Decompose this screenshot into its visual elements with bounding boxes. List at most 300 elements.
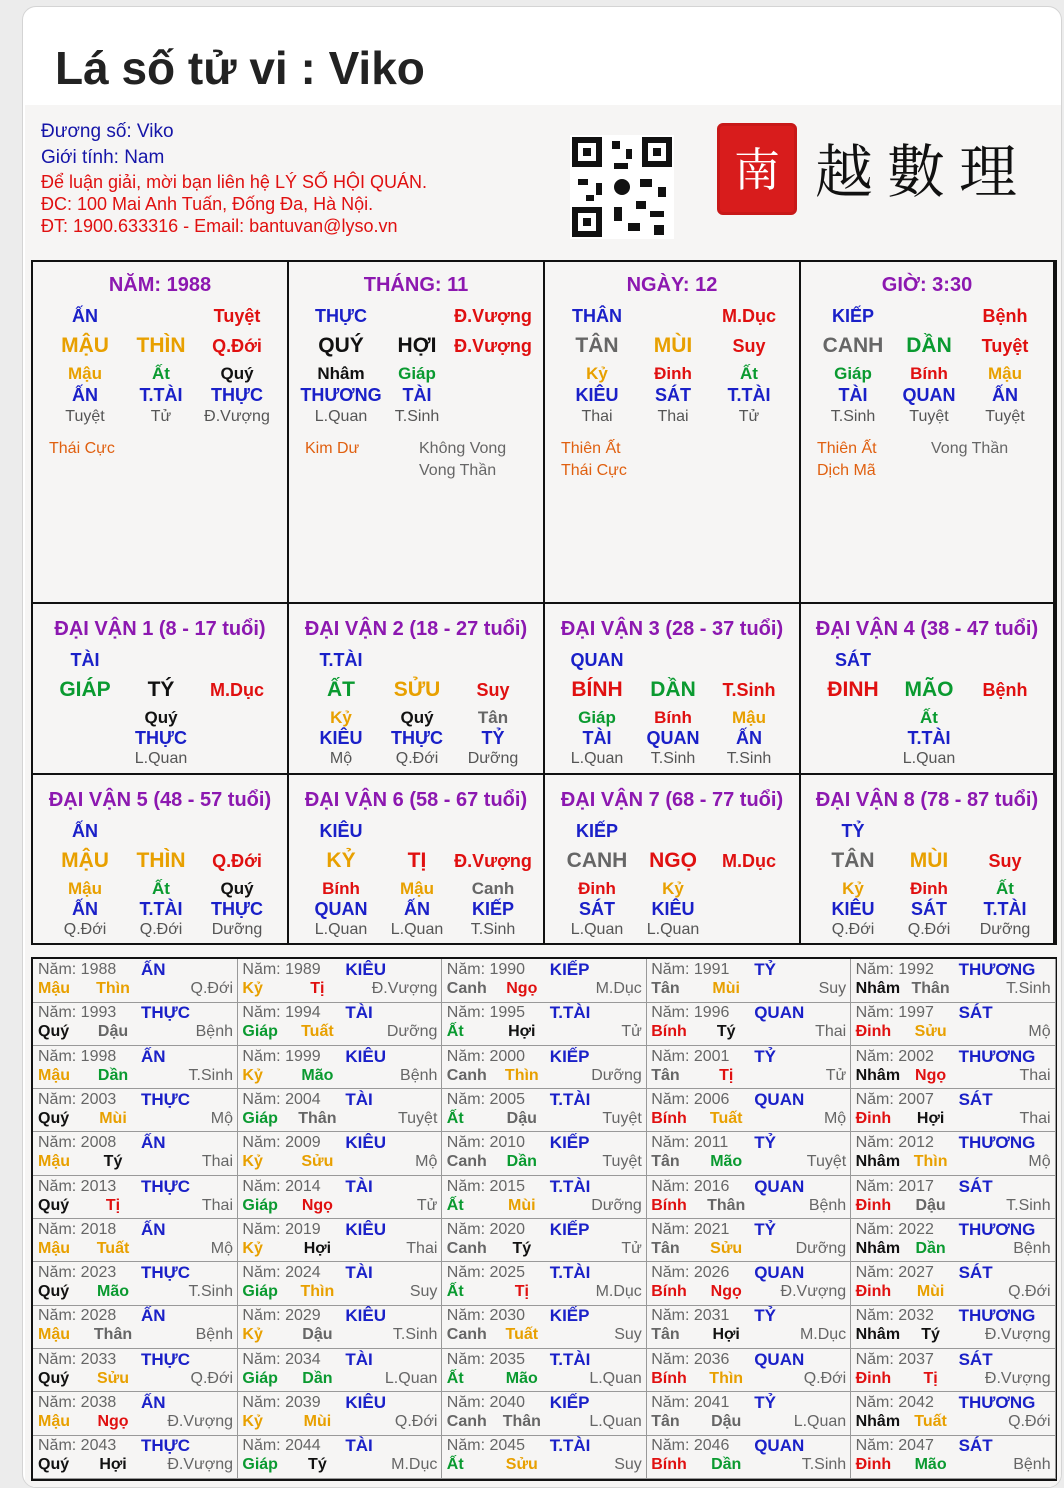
hidden-star: QUAN <box>902 385 956 405</box>
hidden-star: THƯƠNG <box>300 385 382 405</box>
life-stage: Q.Đới <box>831 921 875 938</box>
year-chi: Thìn <box>504 1066 539 1084</box>
year-star: SÁT <box>958 1263 993 1283</box>
daivan-star-top: QUAN <box>570 650 624 670</box>
year-chi: Tý <box>308 1456 327 1474</box>
year-chi: Hợi <box>99 1456 127 1474</box>
year-chi: Mùi <box>508 1196 536 1214</box>
year-stage: Bệnh <box>195 1326 233 1344</box>
year-stage: Đ.Vượng <box>167 1413 233 1430</box>
year-can: Giáp <box>242 1196 278 1214</box>
daivan-star-top: T.TÀI <box>319 650 363 670</box>
year-stage: Đ.Vượng <box>371 980 438 997</box>
year-label: Năm: 1990 <box>446 961 526 978</box>
life-stage: L.Quan <box>390 921 444 938</box>
star-misc: Vong Thần <box>931 440 1009 457</box>
year-stage: Tuyệt <box>806 1153 847 1171</box>
year-chi: Sửu <box>914 1023 947 1041</box>
year-label: Năm: 2026 <box>651 1264 730 1282</box>
year-can: Bính <box>651 1196 687 1214</box>
hidden-stem: Quý <box>220 364 254 383</box>
hidden-star: KIẾP <box>471 899 515 919</box>
year-label: Năm: 2010 <box>446 1134 526 1152</box>
year-cell <box>237 1262 442 1306</box>
hidden-star: THỰC <box>211 899 263 919</box>
year-can: Đinh <box>855 1369 892 1387</box>
daivan-can: MẬU <box>61 849 109 872</box>
hidden-stem: Ất <box>920 708 938 727</box>
daivan-can: KỶ <box>326 849 356 872</box>
year-star: TỶ <box>754 1046 776 1066</box>
life-stage: Tử <box>738 408 760 425</box>
daivan-cell <box>289 604 545 775</box>
year-star: SÁT <box>958 1003 993 1023</box>
daivan-right: T.Sinh <box>722 680 776 700</box>
life-stage: L.Quan <box>646 921 700 938</box>
pillar-star-top: KIẾP <box>831 306 875 326</box>
pillar-title: NĂM: 1988 <box>108 274 212 296</box>
daivan-star-top: TÀI <box>70 650 100 670</box>
year-can: Mậu <box>38 1239 70 1257</box>
year-label: Năm: 2021 <box>651 1220 730 1238</box>
year-can: Canh <box>446 1326 487 1344</box>
daivan-right: Suy <box>988 851 1022 871</box>
year-can: Tân <box>651 1413 680 1430</box>
pillar-top-right: Bệnh <box>982 306 1028 326</box>
year-label: Năm: 2016 <box>651 1177 730 1195</box>
year-label: Năm: 2037 <box>855 1350 934 1368</box>
year-can: Giáp <box>242 1283 278 1301</box>
year-stage: Mộ <box>823 1109 847 1127</box>
year-label: Năm: 1998 <box>38 1047 117 1065</box>
year-stage: Dưỡng <box>591 1066 642 1084</box>
year-can: Mậu <box>38 1326 70 1344</box>
year-chi: Hợi <box>916 1109 945 1127</box>
year-stage: Q.Đới <box>803 1369 847 1387</box>
year-chi: Ngọ <box>915 1066 947 1084</box>
year-label: Năm: 2009 <box>242 1134 321 1152</box>
year-cell <box>851 1176 1056 1220</box>
life-stage: T.Sinh <box>470 921 516 938</box>
year-star: ẤN <box>141 1393 166 1412</box>
hidden-stem: Nhâm <box>317 364 365 383</box>
year-cell <box>851 1305 1056 1349</box>
year-cell <box>442 1262 647 1306</box>
year-label: Năm: 2042 <box>855 1394 934 1411</box>
life-stage: Thai <box>657 408 689 425</box>
life-stage: Tuyệt <box>985 408 1025 425</box>
year-stage: Đ.Vượng <box>167 1456 233 1474</box>
pillar-chi: THÌN <box>136 334 186 357</box>
year-label: Năm: 2001 <box>651 1047 730 1065</box>
life-stage: L.Quan <box>902 750 956 767</box>
year-star: TỶ <box>754 960 776 979</box>
daivan-chi: MÙI <box>909 849 949 872</box>
year-cell <box>33 1176 238 1220</box>
hidden-star: KIÊU <box>575 385 619 405</box>
year-cell <box>442 1219 647 1263</box>
daivan-star-top: ẤN <box>72 821 98 841</box>
pillar-can: QUÝ <box>318 334 364 357</box>
hidden-star: TỶ <box>481 728 505 748</box>
year-chi: Hợi <box>712 1326 740 1344</box>
year-star: THỰC <box>141 1003 191 1023</box>
year-cell <box>646 1219 851 1263</box>
hidden-star: QUAN <box>314 899 368 919</box>
year-stage: Tử <box>825 1066 847 1084</box>
year-can: Bính <box>651 1109 687 1127</box>
year-chi: Mùi <box>712 980 740 997</box>
year-label: Năm: 1995 <box>446 1004 526 1022</box>
year-cell <box>442 1176 647 1220</box>
year-stage: L.Quan <box>589 1369 642 1387</box>
chart-image <box>25 105 1061 1488</box>
year-can: Bính <box>651 1283 687 1301</box>
daivan-title: ĐẠI VẬN 3 (28 - 37 tuổi) <box>560 618 784 640</box>
year-stage: T.Sinh <box>1006 1196 1051 1214</box>
year-label: Năm: 2028 <box>38 1307 117 1325</box>
year-chi: Tý <box>921 1326 940 1344</box>
year-stage: Suy <box>614 1326 642 1344</box>
year-chi: Dậu <box>302 1326 333 1344</box>
life-stage: Dưỡng <box>467 750 519 767</box>
year-cell <box>33 1435 238 1479</box>
year-chi: Tý <box>716 1023 736 1041</box>
hidden-star: TÀI <box>402 385 432 405</box>
year-stage: Đ.Vượng <box>984 1369 1051 1387</box>
year-chi: Thân <box>298 1109 337 1127</box>
year-label: Năm: 2044 <box>242 1437 321 1455</box>
daivan-cell <box>801 775 1055 945</box>
year-stage: Mộ <box>1028 1023 1051 1041</box>
year-cell <box>237 1349 442 1393</box>
year-label: Năm: 1992 <box>855 961 934 978</box>
year-star: THƯƠNG <box>958 1219 1036 1239</box>
year-stage: Bệnh <box>195 1023 233 1041</box>
year-label: Năm: 2034 <box>242 1350 321 1368</box>
year-cell <box>33 1046 238 1090</box>
year-chi: Tị <box>514 1283 529 1301</box>
year-star: QUAN <box>754 1176 805 1196</box>
hidden-star: ẤN <box>72 899 98 919</box>
year-star: QUAN <box>754 1436 805 1456</box>
year-chi: Mão <box>505 1369 538 1387</box>
year-cell <box>851 1089 1056 1133</box>
year-cell <box>237 1002 442 1046</box>
year-star: KIẾP <box>549 1393 590 1412</box>
year-can: Mậu <box>38 1413 70 1430</box>
daivan-cell <box>33 775 289 945</box>
pillar-cell <box>801 262 1055 604</box>
year-chi: Thân <box>93 1326 133 1344</box>
pillar-title: THÁNG: 11 <box>363 274 469 296</box>
year-stage: Bệnh <box>808 1196 847 1214</box>
year-can: Bính <box>651 1369 687 1387</box>
hidden-stem: Bính <box>910 364 948 383</box>
daivan-can: BÍNH <box>571 678 623 701</box>
daivan-title: ĐẠI VẬN 7 (68 - 77 tuổi) <box>560 789 784 811</box>
year-star: KIÊU <box>345 1393 387 1412</box>
life-stage: Đ.Vượng <box>204 408 270 425</box>
year-label: Năm: 1996 <box>651 1004 730 1022</box>
year-can: Ất <box>446 1196 464 1214</box>
year-chi: Mùi <box>303 1413 332 1430</box>
year-label: Năm: 2000 <box>446 1047 526 1065</box>
year-label: Năm: 1993 <box>38 1004 117 1022</box>
calligraphy-logo: 越數理 <box>815 138 1032 206</box>
pillar-top-right: M.Dục <box>722 306 776 326</box>
year-can: Quý <box>38 1196 70 1214</box>
year-cell <box>646 1046 851 1090</box>
year-stage: Q.Đới <box>394 1413 438 1430</box>
life-stage: Tử <box>150 408 172 425</box>
year-stage: Thai <box>1019 1066 1051 1084</box>
hidden-stem: Bính <box>322 879 360 898</box>
year-stage: T.Sinh <box>1006 980 1051 997</box>
year-star: TÀI <box>345 1263 373 1283</box>
year-star: KIÊU <box>345 1219 387 1239</box>
year-label: Năm: 2017 <box>855 1177 934 1195</box>
year-cell <box>851 1349 1056 1393</box>
hidden-star: T.TÀI <box>139 385 183 405</box>
year-star: THỰC <box>141 1436 191 1456</box>
star-misc: Vong Thần <box>419 462 497 479</box>
daivan-can: CANH <box>566 849 628 872</box>
year-stage: Tuyệt <box>602 1109 642 1127</box>
year-label: Năm: 2004 <box>242 1090 321 1108</box>
daivan-right: Suy <box>476 680 510 700</box>
daivan-chi: SỬU <box>393 678 441 701</box>
life-stage: L.Quan <box>570 750 624 767</box>
year-label: Năm: 2047 <box>855 1437 934 1455</box>
hidden-star: THỰC <box>135 728 187 748</box>
year-star: THƯƠNG <box>958 1393 1036 1412</box>
hidden-star: SÁT <box>911 899 947 919</box>
year-can: Mậu <box>38 980 70 997</box>
year-label: Năm: 2045 <box>446 1437 526 1455</box>
pillar-title: GIỜ: 3:30 <box>881 274 973 296</box>
year-stage: L.Quan <box>384 1369 438 1387</box>
hidden-stem: Kỷ <box>842 879 864 898</box>
year-label: Năm: 2012 <box>855 1134 934 1152</box>
year-can: Kỷ <box>242 1326 263 1344</box>
pillar-chi: MÙI <box>653 334 693 357</box>
year-label: Năm: 2024 <box>242 1264 321 1282</box>
star-misc: Kim Dư <box>305 440 360 457</box>
hidden-stem: Quý <box>400 708 434 727</box>
year-cell <box>851 1002 1056 1046</box>
years-table <box>31 957 1057 1481</box>
year-can: Ất <box>446 1023 464 1041</box>
hidden-stem: Mậu <box>68 364 102 383</box>
year-can: Ất <box>446 1109 464 1127</box>
year-cell <box>33 1262 238 1306</box>
year-cell <box>442 1046 647 1090</box>
hidden-stem: Kỷ <box>586 364 608 383</box>
year-chi: Dậu <box>506 1109 537 1127</box>
year-can: Canh <box>446 1066 487 1084</box>
year-can: Kỷ <box>242 1153 263 1171</box>
year-can: Mậu <box>38 1153 70 1171</box>
year-star: TÀI <box>345 1349 373 1369</box>
year-stage: Bệnh <box>400 1066 438 1084</box>
year-chi: Sửu <box>710 1239 743 1257</box>
year-stage: Đ.Vượng <box>984 1326 1051 1344</box>
year-stage: Q.Đới <box>1008 1413 1051 1430</box>
year-chi: Thìn <box>709 1369 744 1387</box>
year-label: Năm: 2007 <box>855 1090 934 1108</box>
daivan-title: ĐẠI VẬN 1 (8 - 17 tuổi) <box>54 618 266 640</box>
life-stage: Q.Đới <box>395 750 439 767</box>
year-stage: Suy <box>614 1456 642 1474</box>
year-stage: Dưỡng <box>795 1239 847 1257</box>
year-stage: Mộ <box>210 1239 233 1257</box>
year-chi: Dần <box>506 1153 537 1171</box>
hidden-star: T.TÀI <box>727 385 771 405</box>
year-can: Ất <box>446 1456 464 1474</box>
year-star: TỶ <box>754 1306 776 1326</box>
year-can: Tân <box>651 1326 680 1344</box>
year-label: Năm: 2039 <box>242 1394 321 1411</box>
year-label: Năm: 2003 <box>38 1090 117 1108</box>
daivan-cell <box>33 604 289 775</box>
year-star: KIÊU <box>345 1306 387 1326</box>
hidden-star: SÁT <box>579 899 615 919</box>
year-chi: Mão <box>710 1153 743 1171</box>
info-contact: Để luận giải, mời bạn liên hệ LÝ SỐ HỘI QUÁN. <box>41 172 427 192</box>
year-cell <box>237 959 442 1003</box>
pillar-star-top: THÂN <box>572 306 622 326</box>
daivan-chi: THÌN <box>136 849 186 872</box>
year-star: KIẾP <box>549 1306 590 1326</box>
hidden-stem: Đinh <box>654 364 692 383</box>
life-stage: L.Quan <box>314 921 368 938</box>
year-chi: Sửu <box>96 1369 130 1387</box>
year-can: Quý <box>38 1369 70 1387</box>
year-star: SÁT <box>958 1436 993 1456</box>
hidden-stem: Ất <box>996 879 1014 898</box>
pillar-can: CANH <box>822 334 884 357</box>
year-label: Năm: 1991 <box>651 961 730 978</box>
year-star: TÀI <box>345 1089 373 1109</box>
year-label: Năm: 2029 <box>242 1307 321 1325</box>
year-star: THỰC <box>141 1349 191 1369</box>
year-chi: Ngọ <box>97 1413 129 1430</box>
year-chi: Tuất <box>709 1109 743 1127</box>
hidden-stem: Đinh <box>910 879 948 898</box>
star-misc: Không Vong <box>419 440 507 457</box>
pillar-chi: DẦN <box>906 334 952 357</box>
pillar-right: Đ.Vượng <box>454 336 532 356</box>
year-chi: Tị <box>923 1369 938 1387</box>
year-cell <box>851 1132 1056 1176</box>
year-stage: Tuyệt <box>602 1153 642 1171</box>
year-label: Năm: 2041 <box>651 1394 730 1411</box>
year-star: THỰC <box>141 1263 191 1283</box>
year-cell <box>33 1392 238 1436</box>
hidden-stem: Quý <box>220 879 254 898</box>
year-star: T.TÀI <box>549 1436 591 1456</box>
year-star: THỰC <box>141 1176 191 1196</box>
year-cell <box>33 1349 238 1393</box>
year-label: Năm: 2046 <box>651 1437 730 1455</box>
year-star: SÁT <box>958 1349 993 1369</box>
year-cell <box>442 1392 647 1436</box>
year-can: Quý <box>38 1109 70 1127</box>
year-stage: T.Sinh <box>188 1066 233 1084</box>
year-can: Tân <box>651 980 680 997</box>
year-label: Năm: 2022 <box>855 1220 934 1238</box>
year-can: Nhâm <box>855 1413 901 1430</box>
year-label: Năm: 1994 <box>242 1004 321 1022</box>
star-misc: Dịch Mã <box>817 462 876 479</box>
pillar-cell <box>33 262 289 604</box>
year-stage: Suy <box>409 1283 438 1301</box>
year-cell <box>646 1392 851 1436</box>
year-label: Năm: 2031 <box>651 1307 730 1325</box>
year-can: Nhâm <box>855 980 901 997</box>
year-cell <box>237 1435 442 1479</box>
daivan-chi: MÃO <box>904 678 954 701</box>
pillar-star-top: ẤN <box>72 306 98 326</box>
year-stage: L.Quan <box>793 1413 847 1430</box>
year-chi: Dần <box>711 1456 742 1474</box>
hidden-star: ẤN <box>992 385 1018 405</box>
hidden-stem: Quý <box>144 708 178 727</box>
year-chi: Mão <box>97 1283 129 1301</box>
daivan-title: ĐẠI VẬN 4 (38 - 47 tuổi) <box>815 618 1039 640</box>
year-chi: Mùi <box>99 1109 127 1127</box>
pillar-cell <box>545 262 801 604</box>
year-chi: Hợi <box>303 1239 332 1257</box>
year-star: ẤN <box>141 1133 166 1153</box>
hidden-star: THỰC <box>391 728 443 748</box>
year-chi: Hợi <box>508 1023 536 1041</box>
year-stage: Thai <box>201 1153 233 1171</box>
info-block <box>41 119 427 237</box>
star-misc: Thái Cực <box>49 440 115 457</box>
year-chi: Dậu <box>915 1196 946 1214</box>
year-star: QUAN <box>754 1263 805 1283</box>
year-label: Năm: 2033 <box>38 1350 117 1368</box>
hidden-star: ẤN <box>404 899 430 919</box>
year-can: Quý <box>38 1456 70 1474</box>
year-star: SÁT <box>958 1176 993 1196</box>
year-label: Năm: 2035 <box>446 1350 526 1368</box>
daivan-can: TÂN <box>831 849 875 872</box>
year-cell <box>646 1002 851 1046</box>
year-label: Năm: 2018 <box>38 1220 117 1238</box>
year-label: Năm: 1988 <box>38 961 117 978</box>
year-label: Năm: 2002 <box>855 1047 934 1065</box>
year-label: Năm: 1999 <box>242 1047 321 1065</box>
hidden-star: TÀI <box>838 385 868 405</box>
year-star: KIẾP <box>549 1219 590 1239</box>
year-chi: Thân <box>502 1413 541 1430</box>
year-star: KIÊU <box>345 1133 387 1153</box>
year-cell <box>646 959 851 1003</box>
year-can: Đinh <box>855 1109 892 1127</box>
life-stage: Q.Đới <box>63 921 107 938</box>
year-stage: Thai <box>1019 1109 1051 1127</box>
year-cell <box>237 1089 442 1133</box>
daivan-can: GIÁP <box>59 678 111 701</box>
year-stage: Dưỡng <box>386 1023 438 1041</box>
year-label: Năm: 2011 <box>651 1134 729 1152</box>
year-cell <box>851 1262 1056 1306</box>
year-star: TỶ <box>754 1219 776 1239</box>
year-cell <box>851 1046 1056 1090</box>
